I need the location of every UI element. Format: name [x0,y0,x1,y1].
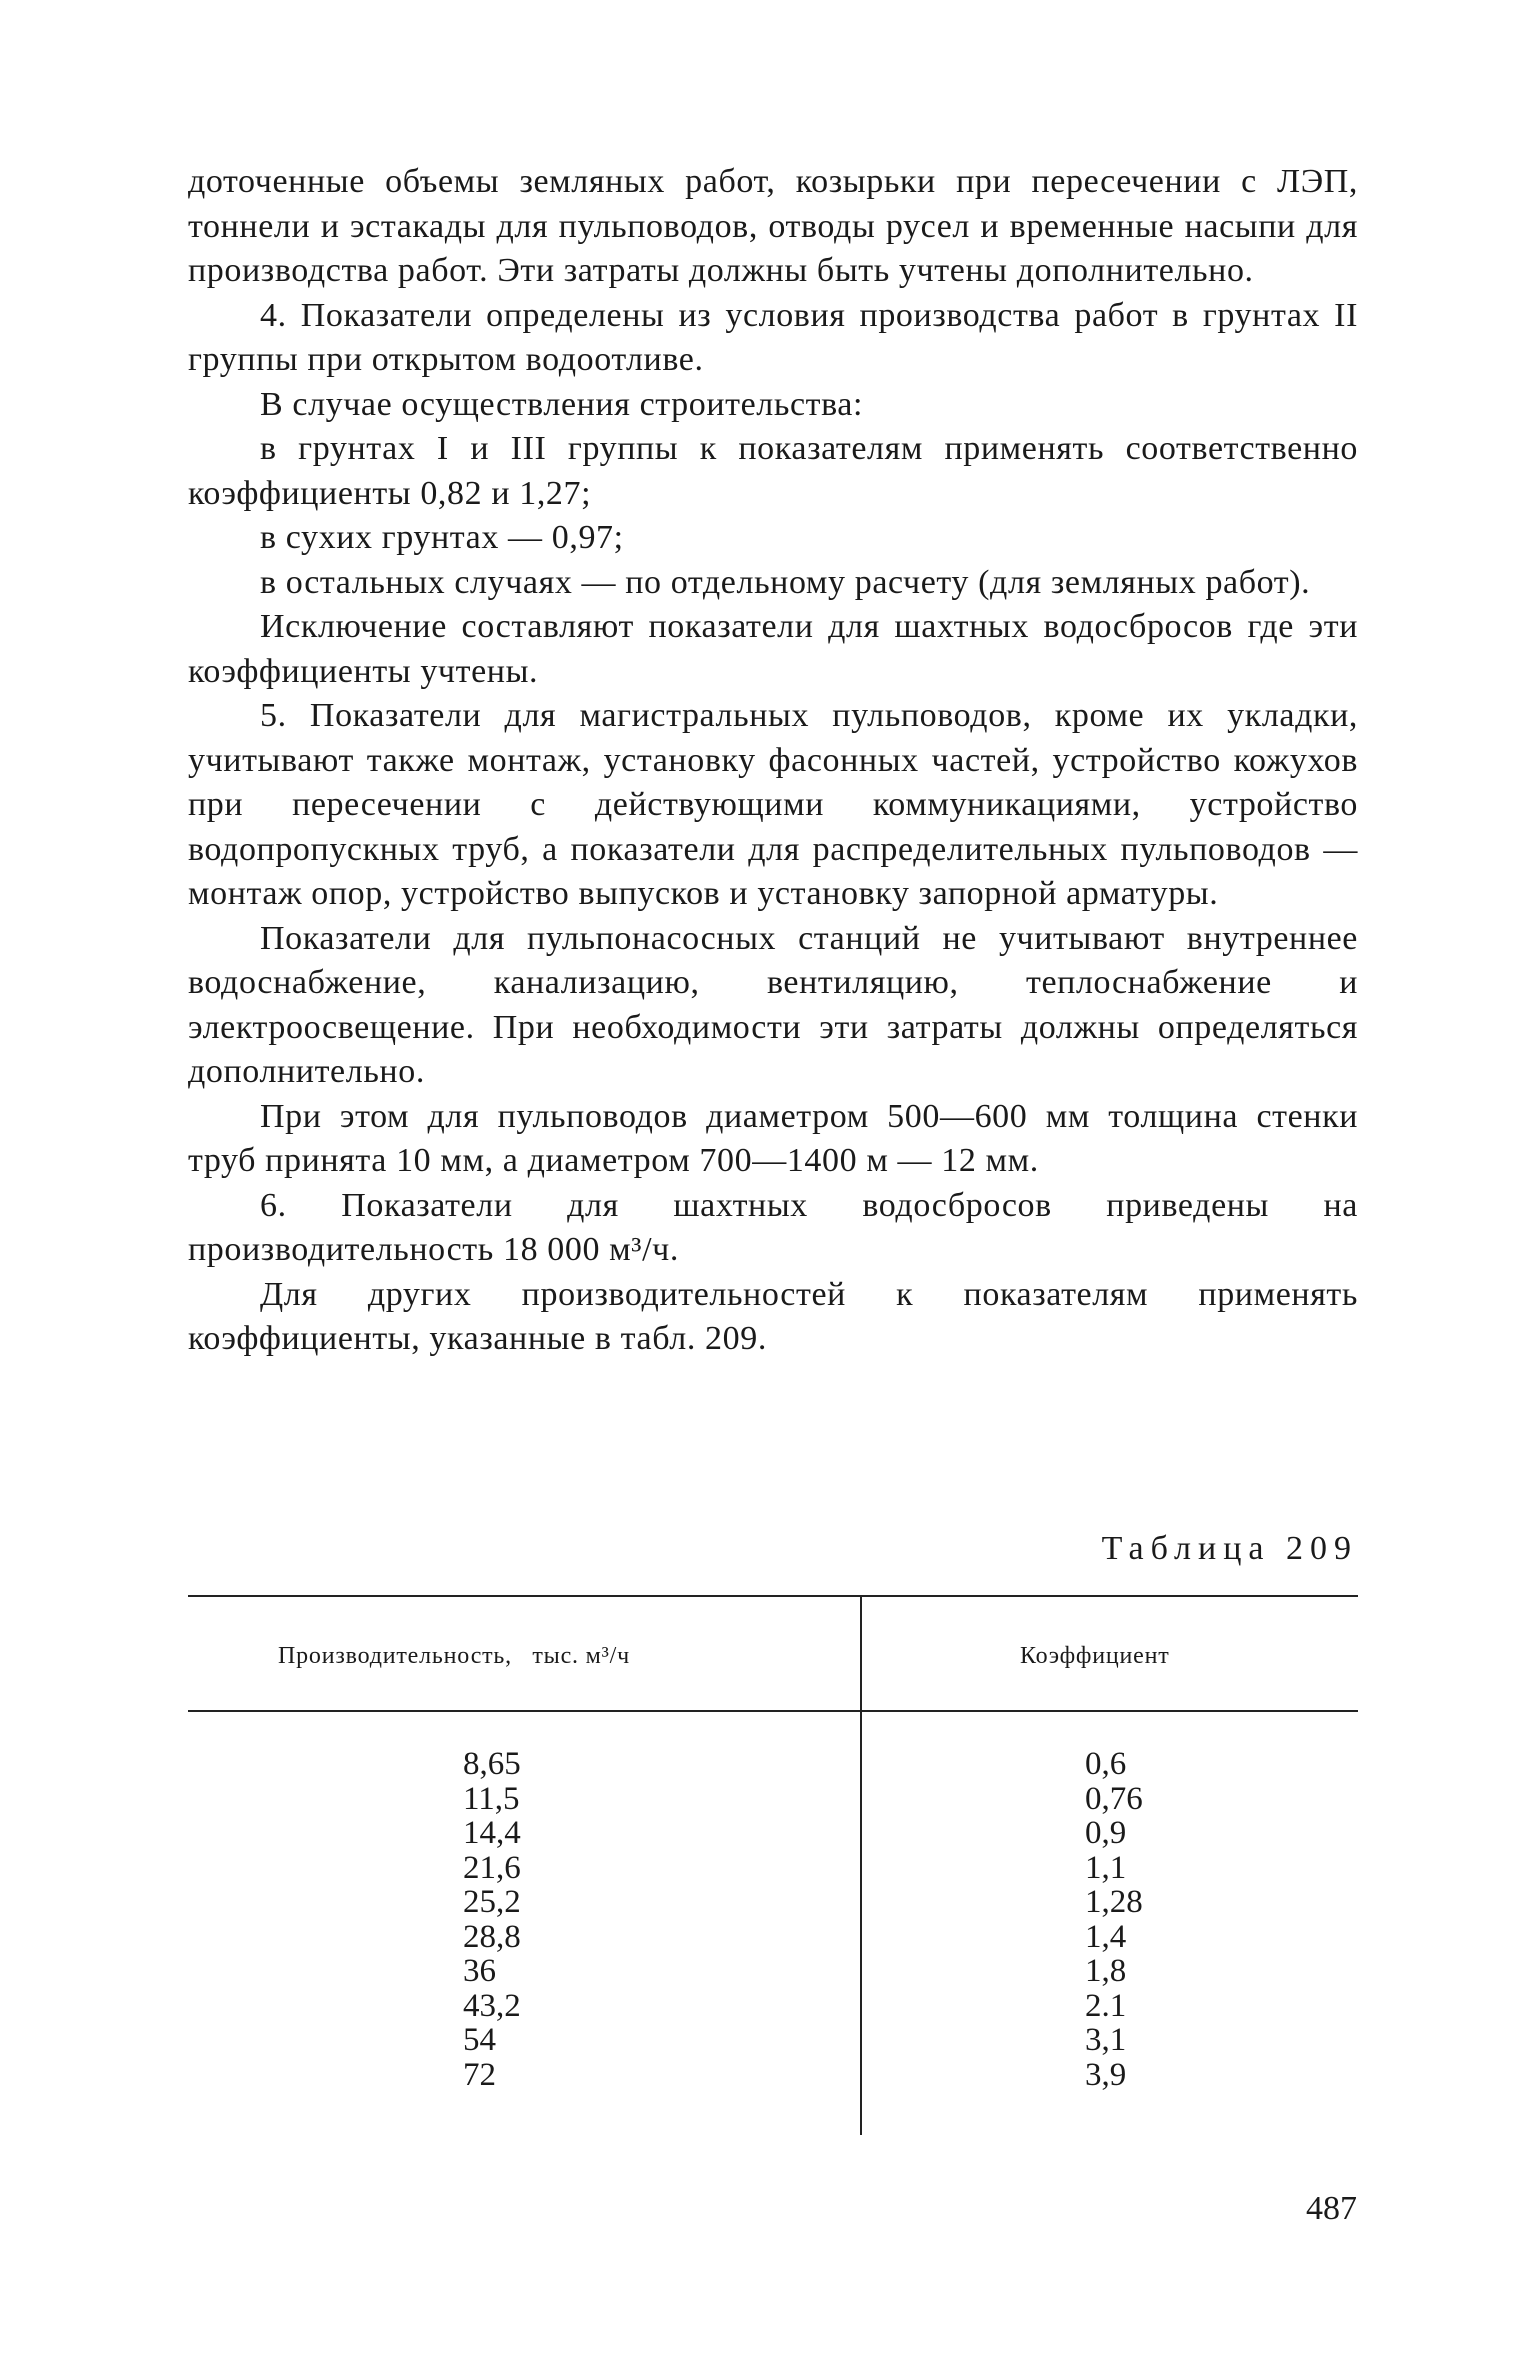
coefficient-cell: 1,4 [1085,1918,1127,1955]
paragraph-item-5: 5. Показатели для магистральных пульповодов, кроме их укладки, учитывают также монтаж, установку фасонных частей, устройство кожухов при пересечении с действующими коммуникациями, устройство водопропускных труб, а показатели для распределительных пульповодов — монтаж опор, устройство выпусков и установку запорной арматуры. [188,697,1358,912]
productivity-cell: 21,6 [463,1849,521,1886]
header-productivity: Производительность, тыс. м³/ч [278,1643,630,1669]
productivity-cell: 11,5 [463,1780,520,1817]
paragraph-item-4: 4. Показатели определены из условия производства работ в грунтах II группы при открытом водоотливе. [188,296,1358,378]
coefficient-table [188,1595,1358,2135]
coefficient-cell: 0,6 [1085,1746,1127,1782]
paragraph-continuation: доточенные объемы земляных работ, козырьки при пересечении с ЛЭП, тоннели и эстакады для пульповодов, отводы русел и временные насыпи для производства работ. Эти затраты должны быть учтены дополнительно. [188,163,1358,289]
productivity-cell: 14,4 [463,1815,521,1851]
coefficient-cell: 1,8 [1085,1953,1127,1989]
paragraph-item-6: 6. Показатели для шахтных водосбросов приведены на производительность 18 000 м³/ч. [188,1186,1358,1268]
productivity-cell: 8,65 [463,1746,521,1782]
coefficient-cell: 0,9 [1085,1815,1127,1851]
paragraph: Для других производительностей к показателям применять коэффициенты, указанные в табл. 209. [188,1275,1358,1357]
coefficient-cell: 2.1 [1085,1987,1127,2024]
productivity-cell: 25,2 [463,1884,521,1920]
productivity-column [463,1747,521,2092]
coefficient-cell: 1,28 [1085,1884,1143,1920]
coefficient-cell: 0,76 [1085,1780,1143,1817]
paragraph: При этом для пульповодов диаметром 500—600 мм толщина стенки труб принята 10 мм, а диаметром 700—1400 м — 12 мм. [188,1097,1358,1179]
productivity-cell: 28,8 [463,1918,521,1955]
productivity-cell: 54 [463,2022,496,2058]
header-coefficient: Коэффициент [1020,1643,1170,1669]
productivity-cell: 36 [463,1953,496,1989]
body-text [188,160,1358,1362]
paragraph: В случае осуществления строительства: [260,385,864,423]
coefficient-cell: 1,1 [1085,1849,1127,1886]
table-column-divider [860,1595,862,2135]
coefficient-cell: 3,1 [1085,2022,1127,2058]
page-number: 487 [1306,2190,1357,2227]
coefficient-cell: 3,9 [1085,2056,1127,2093]
productivity-cell: 72 [463,2056,496,2093]
productivity-cell: 43,2 [463,1987,521,2024]
paragraph: в сухих грунтах — 0,97; [260,519,624,556]
paragraph: в грунтах I и III группы к показателям применять соответственно коэффициенты 0,82 и 1,27; [188,430,1358,512]
paragraph: Показатели для пульпонасосных станций не учитывают внутреннее водоснабжение, канализацию, вентиляцию, теплоснабжение и электроосвещение. При необходимости эти затраты должны определяться дополнительно. [188,919,1358,1090]
table-header-rule [188,1710,1358,1712]
table-top-rule [188,1595,1358,1597]
paragraph: Исключение составляют показатели для шахтных водосбросов где эти коэффициенты учтены. [188,608,1358,690]
table-caption: Таблица 209 [1101,1530,1358,1567]
coefficient-column [1085,1747,1143,2092]
paragraph: в остальных случаях — по отдельному расчету (для земляных работ). [260,563,1311,601]
